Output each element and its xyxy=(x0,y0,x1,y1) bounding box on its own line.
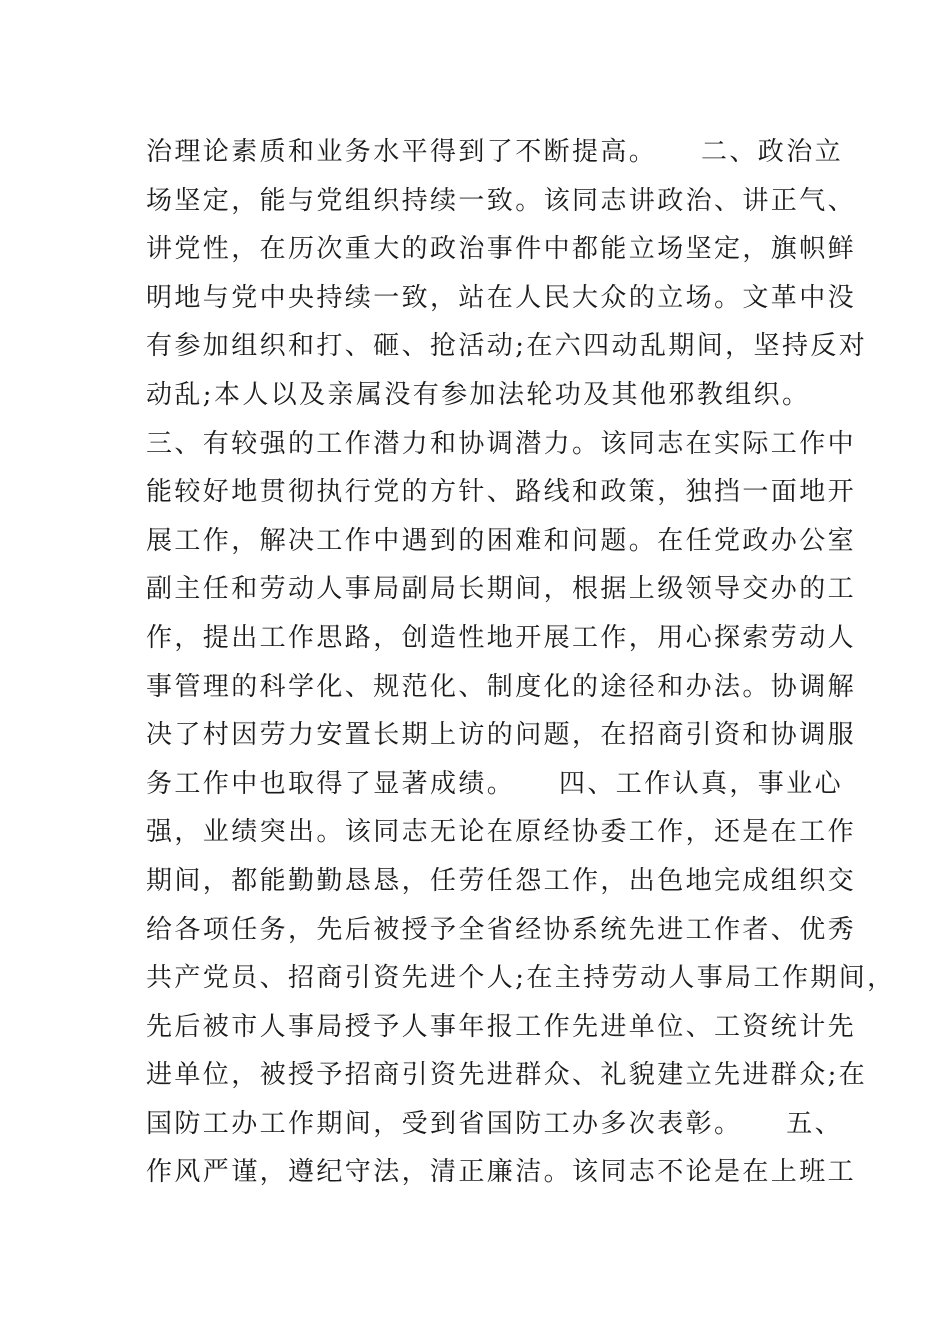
text-line: 共产党员、招商引资先进个人;在主持劳动人事局工作期间， xyxy=(146,963,896,994)
text-line: 讲党性，在历次重大的政治事件中都能立场坚定，旗帜鲜 xyxy=(146,234,857,265)
text-line: 期间，都能勤勤恳恳，任劳任怨工作，出色地完成组织交 xyxy=(146,865,857,896)
text-line: 场坚定，能与党组织持续一致。该同志讲政治、讲正气、 xyxy=(146,185,857,216)
text-line: 国防工办工作期间，受到省国防工办多次表彰。 五、 xyxy=(146,1108,844,1139)
text-line: 副主任和劳动人事局副局长期间，根据上级领导交办的工 xyxy=(146,574,857,605)
text-line: 作风严谨，遵纪守法，清正廉洁。该同志不论是在上班工 xyxy=(146,1157,857,1188)
text-line: 能较好地贯彻执行党的方针、路线和政策，独挡一面地开 xyxy=(146,477,857,508)
text-line: 给各项任务，先后被授予全省经协系统先进工作者、优秀 xyxy=(146,914,857,945)
text-line: 有参加组织和打、砸、抢活动;在六四动乱期间，坚持反对 xyxy=(146,331,868,362)
text-line: 先后被市人事局授予人事年报工作先进单位、工资统计先 xyxy=(146,1011,857,1042)
text-line: 务工作中也取得了显著成绩。 四、工作认真，事业心 xyxy=(146,768,844,799)
text-line: 事管理的科学化、规范化、制度化的途径和办法。协调解 xyxy=(146,671,857,702)
text-line: 明地与党中央持续一致，站在人民大众的立场。文革中没 xyxy=(146,282,857,313)
text-line: 决了村因劳力安置长期上访的问题，在招商引资和协调服 xyxy=(146,720,857,751)
document-body-text xyxy=(146,128,896,1197)
text-line: 治理论素质和业务水平得到了不断提高。 二、政治立 xyxy=(146,137,844,167)
text-line: 动乱;本人以及亲属没有参加法轮功及其他邪教组织。 xyxy=(146,379,811,410)
text-line: 展工作，解决工作中遇到的困难和问题。在任党政办公室 xyxy=(146,525,857,556)
text-line: 三、有较强的工作潜力和协调潜力。该同志在实际工作中 xyxy=(146,428,857,459)
text-line: 作，提出工作思路，创造性地开展工作，用心探索劳动人 xyxy=(146,622,857,653)
text-line: 进单位，被授予招商引资先进群众、礼貌建立先进群众;在 xyxy=(146,1060,868,1091)
text-line: 强，业绩突出。该同志无论在原经协委工作，还是在工作 xyxy=(146,817,857,848)
